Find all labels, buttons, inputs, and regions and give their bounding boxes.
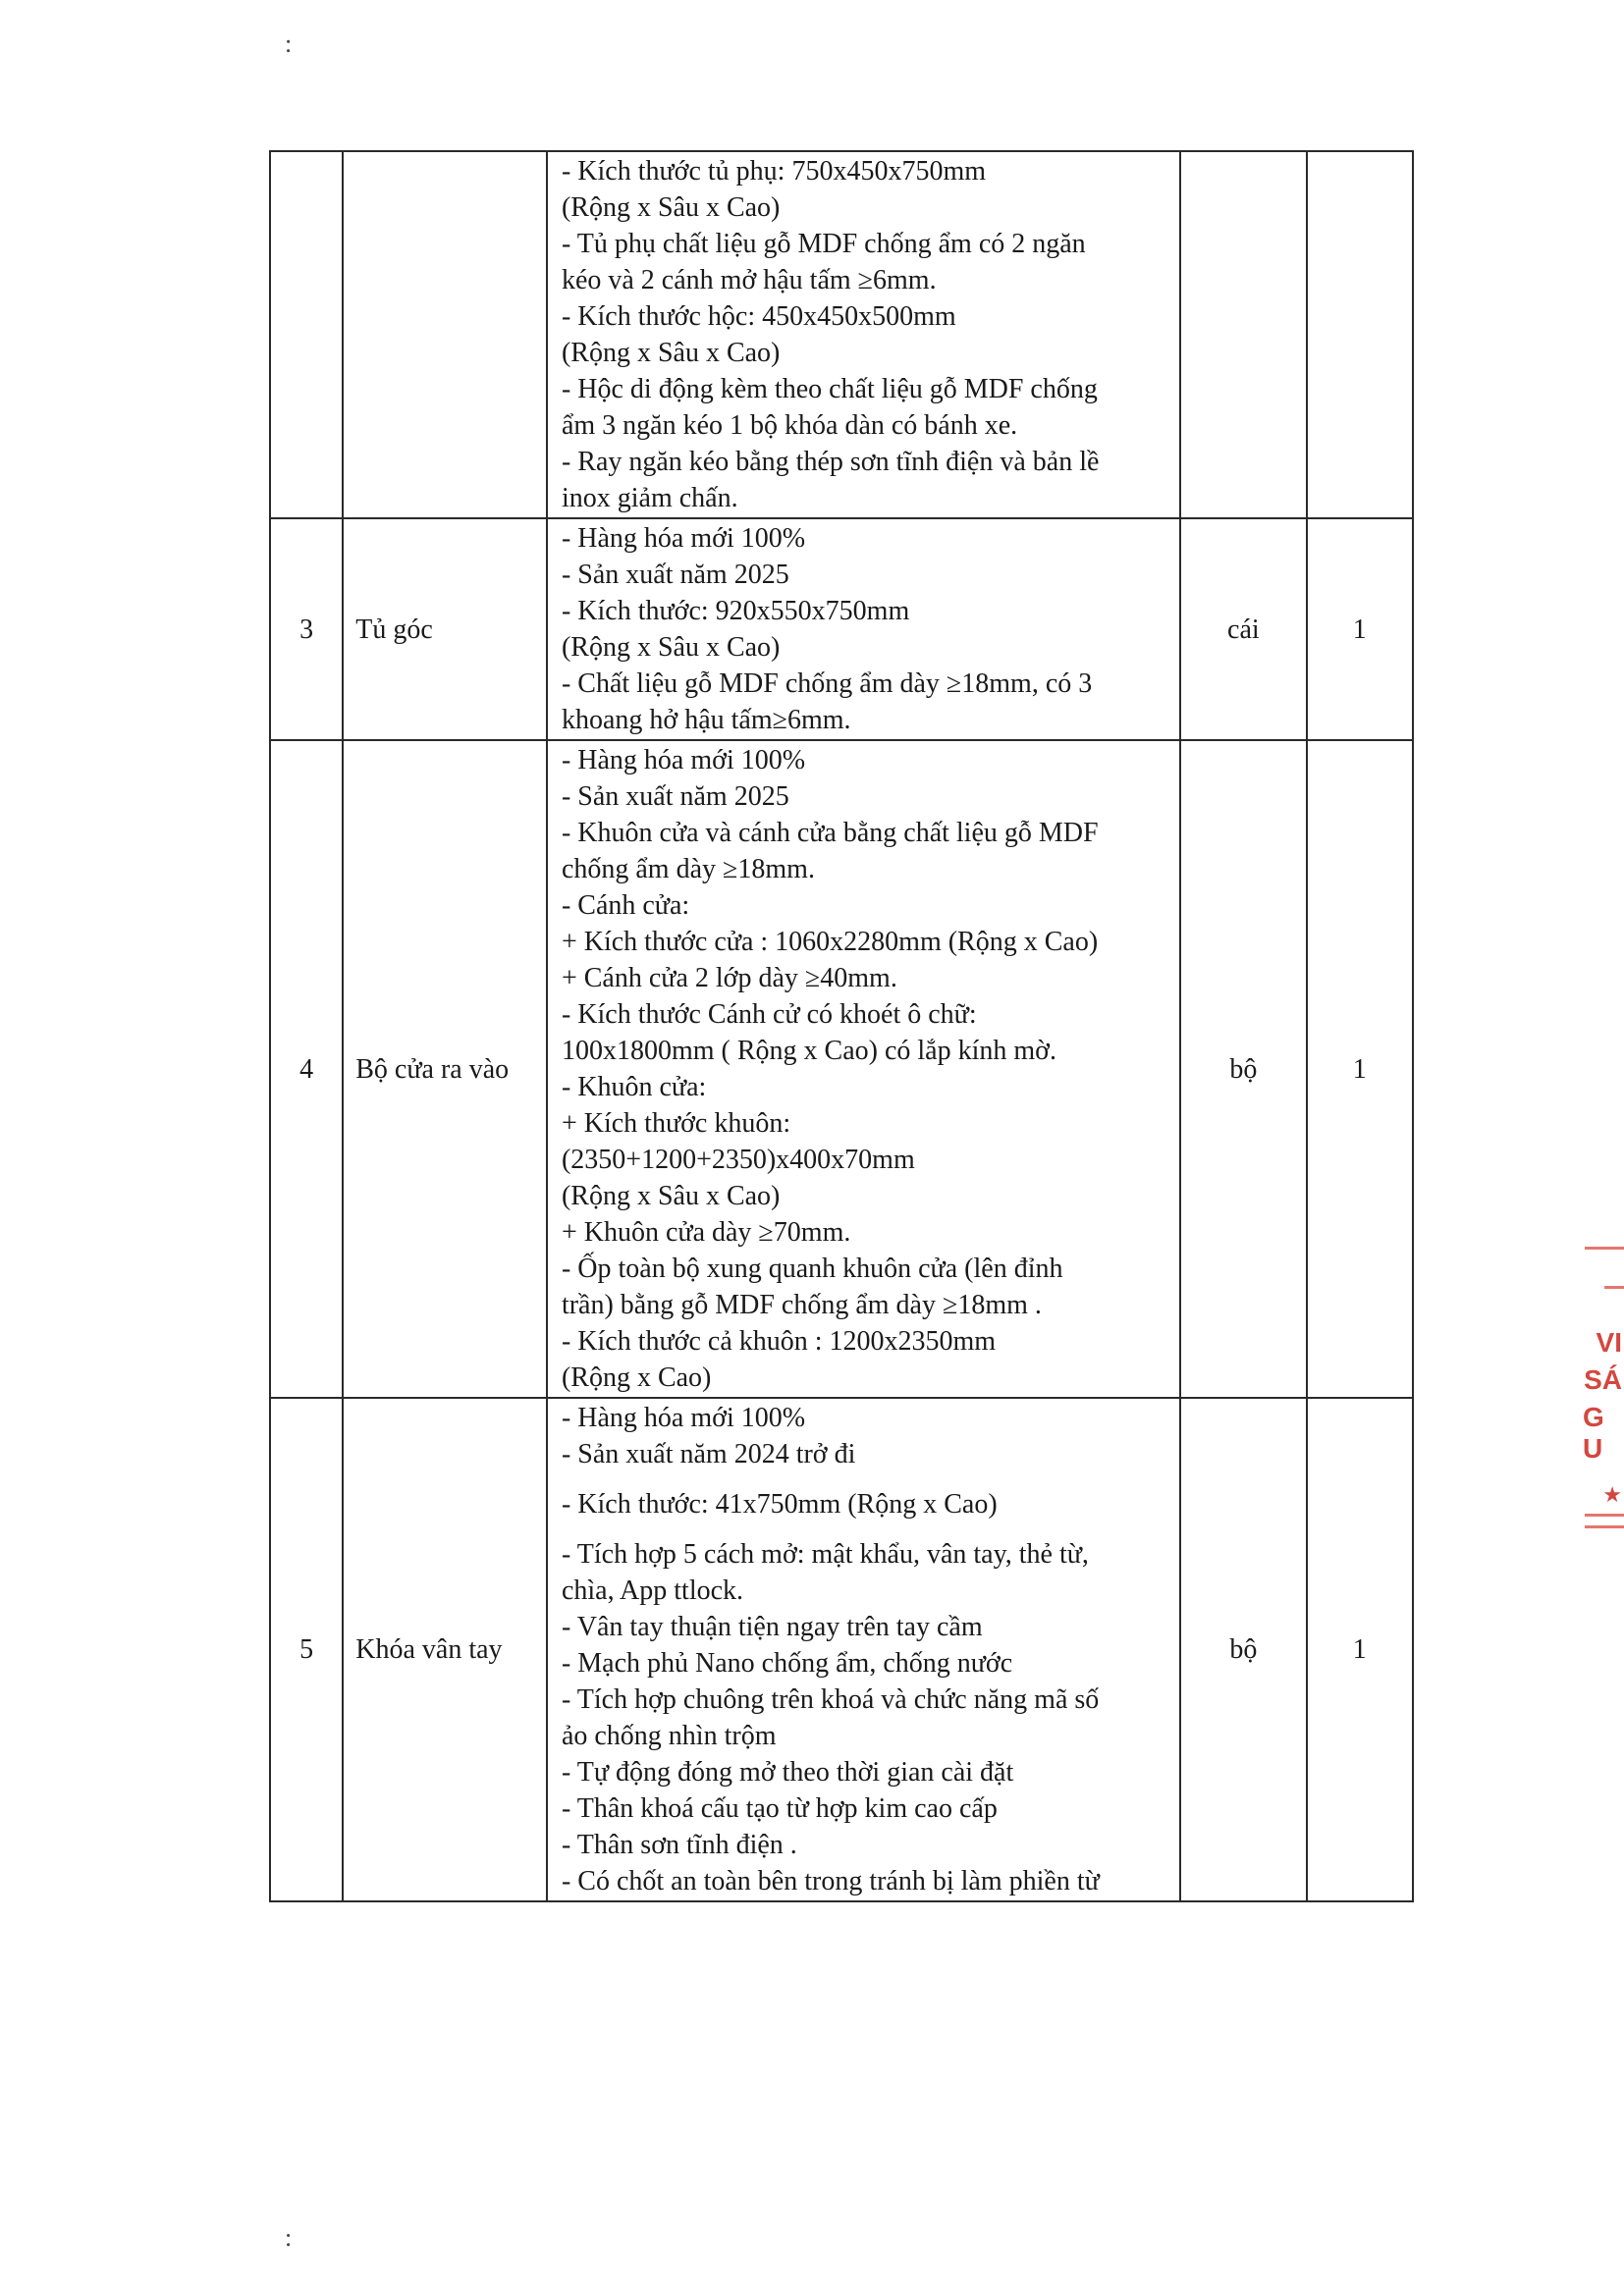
description-line: - Cánh cửa: (561, 890, 690, 921)
seal-star-icon: ★ (1602, 1482, 1622, 1507)
description-cell (547, 518, 1180, 740)
table-row (270, 740, 1413, 1398)
description-line: - Ốp toàn bộ xung quanh khuôn cửa (lên đỉnh (561, 1254, 1063, 1284)
seal-text: SÁ (1584, 1364, 1622, 1395)
description-line: - Kích thước cả khuôn : 1200x2350mm (561, 1326, 997, 1357)
description-line: (2350+1200+2350)x400x70mm (561, 1145, 915, 1175)
scan-mark: : (285, 2223, 293, 2252)
description-line: - Có chốt an toàn bên trong tránh bị làm phiền từ (561, 1866, 1100, 1896)
item-name-cell: Bộ cửa ra vào (343, 740, 547, 1398)
red-seal-fragment (1583, 1247, 1624, 1541)
description-line: - Tự động đóng mở theo thời gian cài đặt (561, 1757, 1014, 1788)
unit-cell: cái (1180, 518, 1306, 740)
description-line: ảo chống nhìn trộm (561, 1721, 777, 1751)
description-line: - Hàng hóa mới 100% (561, 523, 806, 554)
description-line: - Kích thước hộc: 450x450x500mm (561, 301, 956, 332)
table-row (270, 1398, 1413, 1901)
description-line: (Rộng x Sâu x Cao) (561, 632, 781, 663)
row-number-cell: 5 (270, 1398, 343, 1901)
description-line: - Vân tay thuận tiện ngay trên tay cầm (561, 1612, 983, 1642)
description-cell (547, 1398, 1180, 1901)
description-line: + Khuôn cửa dày ≥70mm. (561, 1217, 851, 1248)
description-line: inox giảm chấn. (561, 483, 738, 513)
description-line: chìa, App ttlock. (561, 1575, 744, 1606)
description-line: trần) bằng gỗ MDF chống ẩm dày ≥18mm . (561, 1290, 1042, 1320)
item-name-cell: Tủ góc (343, 518, 547, 740)
description-line: - Chất liệu gỗ MDF chống ẩm dày ≥18mm, có 3 (561, 668, 1093, 699)
row-number-cell (270, 151, 343, 518)
description-line: - Mạch phủ Nano chống ẩm, chống nước (561, 1648, 1013, 1679)
quantity-cell: 1 (1307, 740, 1413, 1398)
unit-cell (1180, 151, 1306, 518)
quantity-cell: 1 (1307, 1398, 1413, 1901)
description-line: + Cánh cửa 2 lớp dày ≥40mm. (561, 963, 897, 993)
table-body (270, 151, 1413, 1901)
description-line (562, 1522, 1169, 1536)
description-line: - Kích thước Cánh cử có khoét ô chữ: (561, 999, 977, 1030)
specification-table (269, 150, 1414, 1902)
description-line: ẩm 3 ngăn kéo 1 bộ khóa dàn có bánh xe. (561, 410, 1018, 441)
description-line: (Rộng x Sâu x Cao) (561, 192, 781, 223)
quantity-cell (1307, 151, 1413, 518)
description-line: + Kích thước cửa : 1060x2280mm (Rộng x Cao) (561, 927, 1099, 957)
description-cell (547, 151, 1180, 518)
description-line: - Hàng hóa mới 100% (561, 1403, 806, 1433)
description-line: - Thân sơn tĩnh điện . (561, 1830, 797, 1860)
item-name-cell: Khóa vân tay (343, 1398, 547, 1901)
unit-cell: bộ (1180, 740, 1306, 1398)
scan-mark: : (285, 29, 293, 58)
description-line: (Rộng x Sâu x Cao) (561, 1181, 781, 1211)
row-number-cell: 3 (270, 518, 343, 740)
description-line: - Thân khoá cấu tạo từ hợp kim cao cấp (561, 1793, 998, 1824)
description-line: - Ray ngăn kéo bằng thép sơn tĩnh điện và bản lề (561, 447, 1100, 477)
description-line: - Sản xuất năm 2025 (561, 560, 789, 590)
table-row (270, 151, 1413, 518)
description-line: (Rộng x Sâu x Cao) (561, 338, 781, 368)
description-line: + Kích thước khuôn: (561, 1108, 791, 1139)
description-line: khoang hở hậu tấm≥6mm. (561, 705, 851, 735)
description-line: - Kích thước tủ phụ: 750x450x750mm (561, 156, 987, 187)
description-line: - Sản xuất năm 2024 trở đi (561, 1439, 856, 1469)
description-line: - Kích thước: 41x750mm (Rộng x Cao) (561, 1489, 998, 1520)
quantity-cell: 1 (1307, 518, 1413, 740)
row-number-cell: 4 (270, 740, 343, 1398)
description-cell (547, 740, 1180, 1398)
description-line: - Tích hợp 5 cách mở: mật khẩu, vân tay, thẻ từ, (561, 1539, 1089, 1570)
description-line: kéo và 2 cánh mở hậu tấm ≥6mm. (561, 265, 937, 295)
description-line: - Hàng hóa mới 100% (561, 745, 806, 775)
description-line: (Rộng x Cao) (561, 1362, 712, 1393)
item-name-cell (343, 151, 547, 518)
table-row (270, 518, 1413, 740)
description-line: - Hộc di động kèm theo chất liệu gỗ MDF chống (561, 374, 1098, 404)
unit-cell: bộ (1180, 1398, 1306, 1901)
seal-text: VI (1596, 1327, 1622, 1358)
description-line: - Khuôn cửa: (561, 1072, 707, 1102)
seal-text: G U (1583, 1402, 1604, 1464)
description-line: - Kích thước: 920x550x750mm (561, 596, 910, 626)
description-line (562, 1472, 1169, 1486)
description-line: - Tích hợp chuông trên khoá và chức năng mã số (561, 1684, 1100, 1715)
description-line: - Sản xuất năm 2025 (561, 781, 789, 812)
description-line: - Khuôn cửa và cánh cửa bằng chất liệu gỗ MDF (561, 818, 1099, 848)
description-line: chống ẩm dày ≥18mm. (561, 854, 815, 884)
description-line: - Tủ phụ chất liệu gỗ MDF chống ẩm có 2 ngăn (561, 229, 1086, 259)
description-line: 100x1800mm ( Rộng x Cao) có lắp kính mờ. (561, 1036, 1056, 1066)
